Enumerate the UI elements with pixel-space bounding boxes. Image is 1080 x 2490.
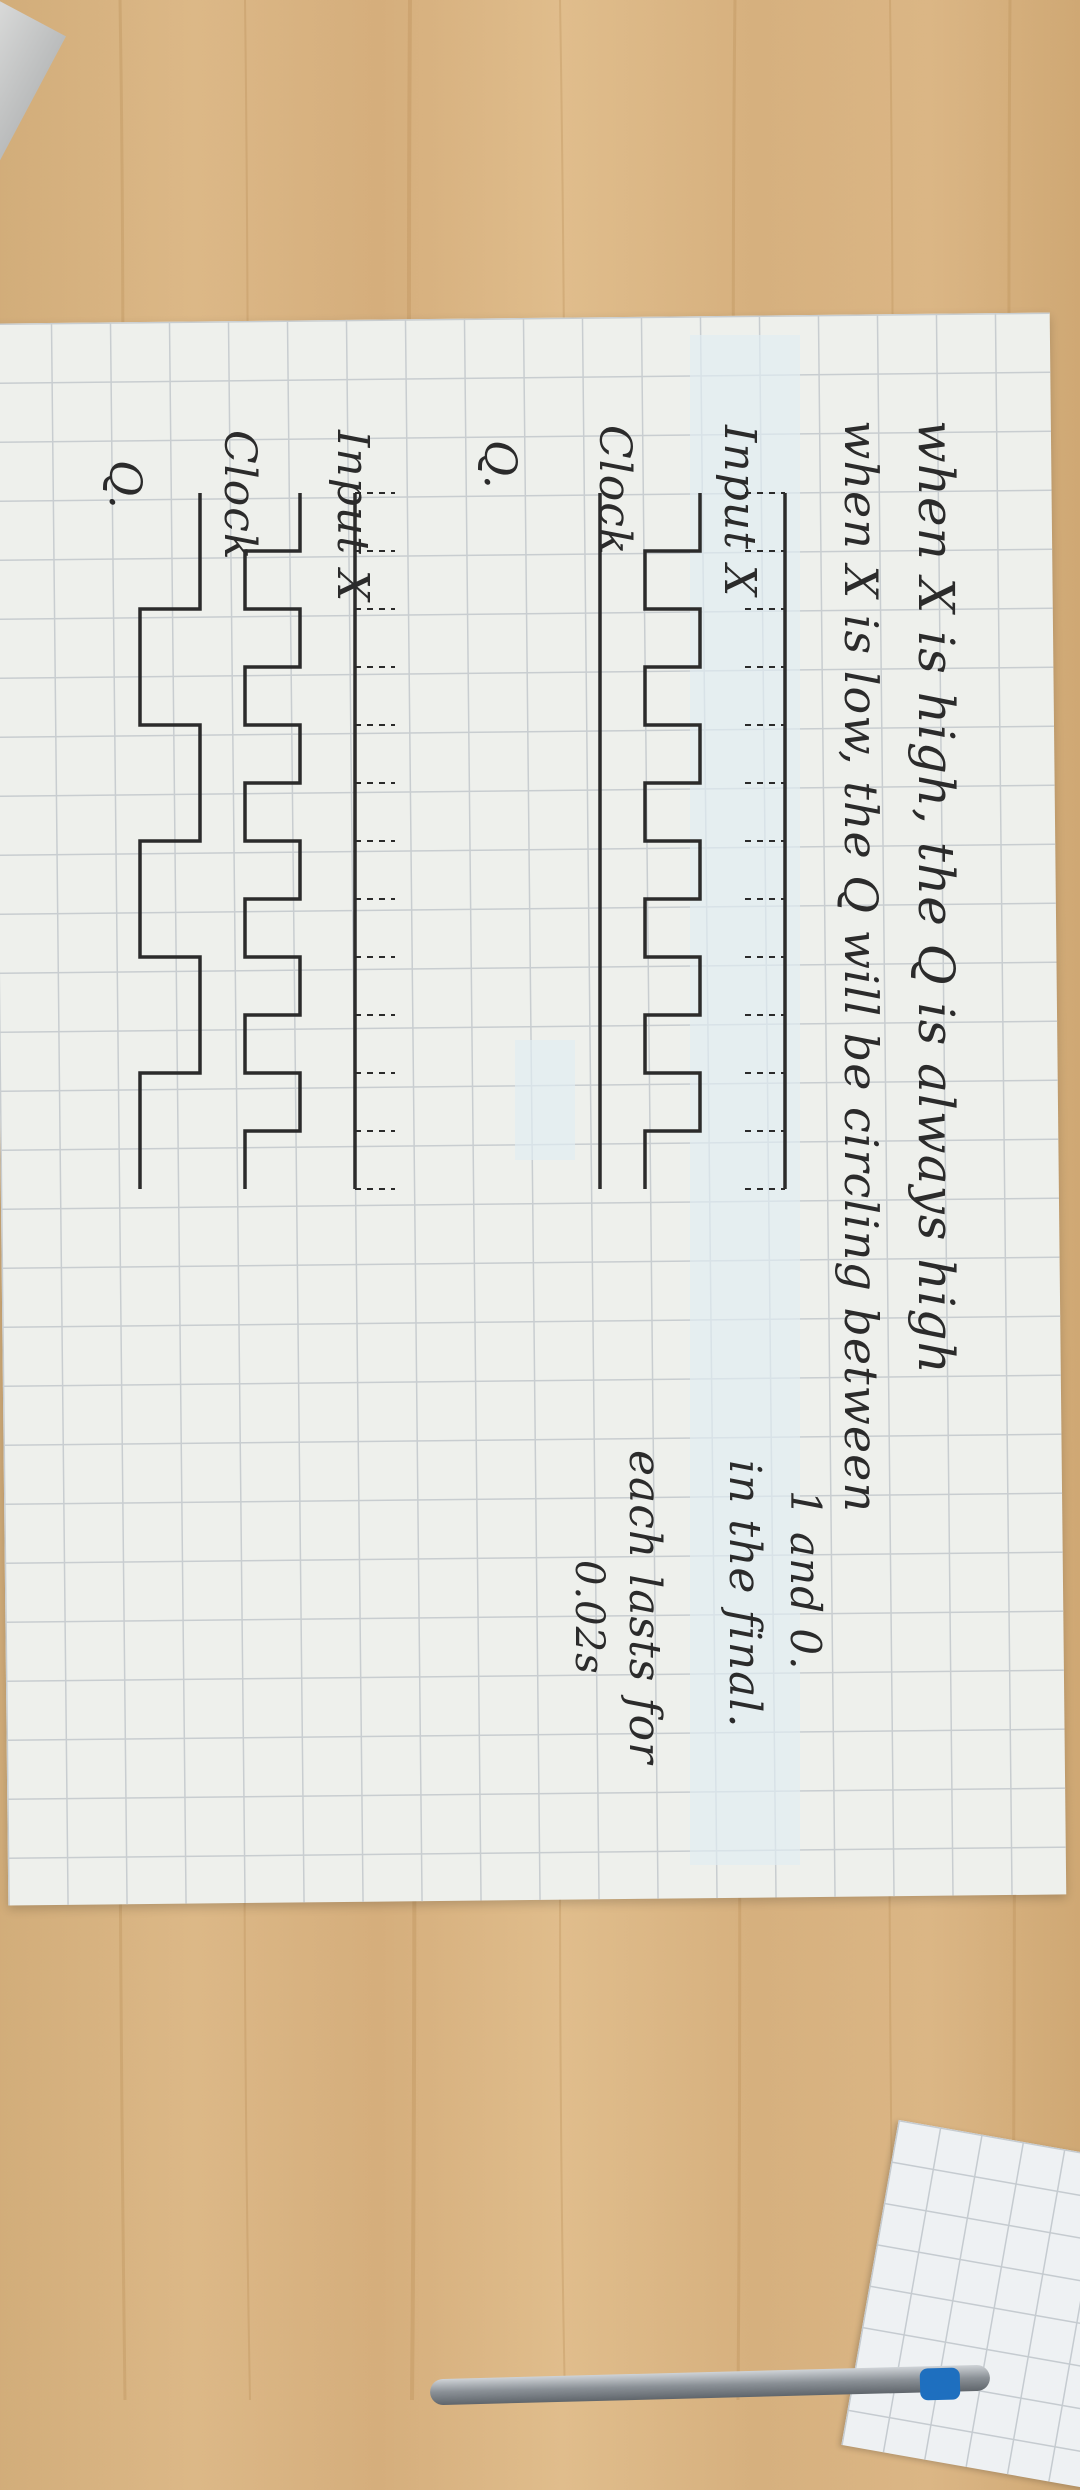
diagram1-q-label: Q. [474, 440, 525, 490]
diagram2-clock-label: Clock [214, 430, 265, 561]
diagram1-clock-wave [645, 493, 700, 1189]
note-line-1: when X is high, the Q is always high [907, 420, 965, 1375]
clock-period: 0.02s [566, 1560, 612, 1675]
diagram2-q-label: Q. [99, 460, 150, 510]
pen-tip [920, 2367, 961, 2400]
clock-note: each lasts for [619, 1450, 670, 1765]
diagram2-input-label: Input X [327, 430, 378, 603]
timing-diagrams [0, 318, 1058, 1900]
diagram1-input-label: Input X [714, 425, 765, 598]
note-line-2: when X is low, the Q will be circling between [834, 420, 888, 1514]
note-line-2c: in the final. [719, 1460, 770, 1729]
note-line-2b: 1 and 0. [781, 1490, 830, 1671]
diagram1-clock-label: Clock [589, 425, 640, 556]
diagram2-clock-wave [245, 493, 300, 1189]
diagram2-q-wave [140, 493, 200, 1189]
